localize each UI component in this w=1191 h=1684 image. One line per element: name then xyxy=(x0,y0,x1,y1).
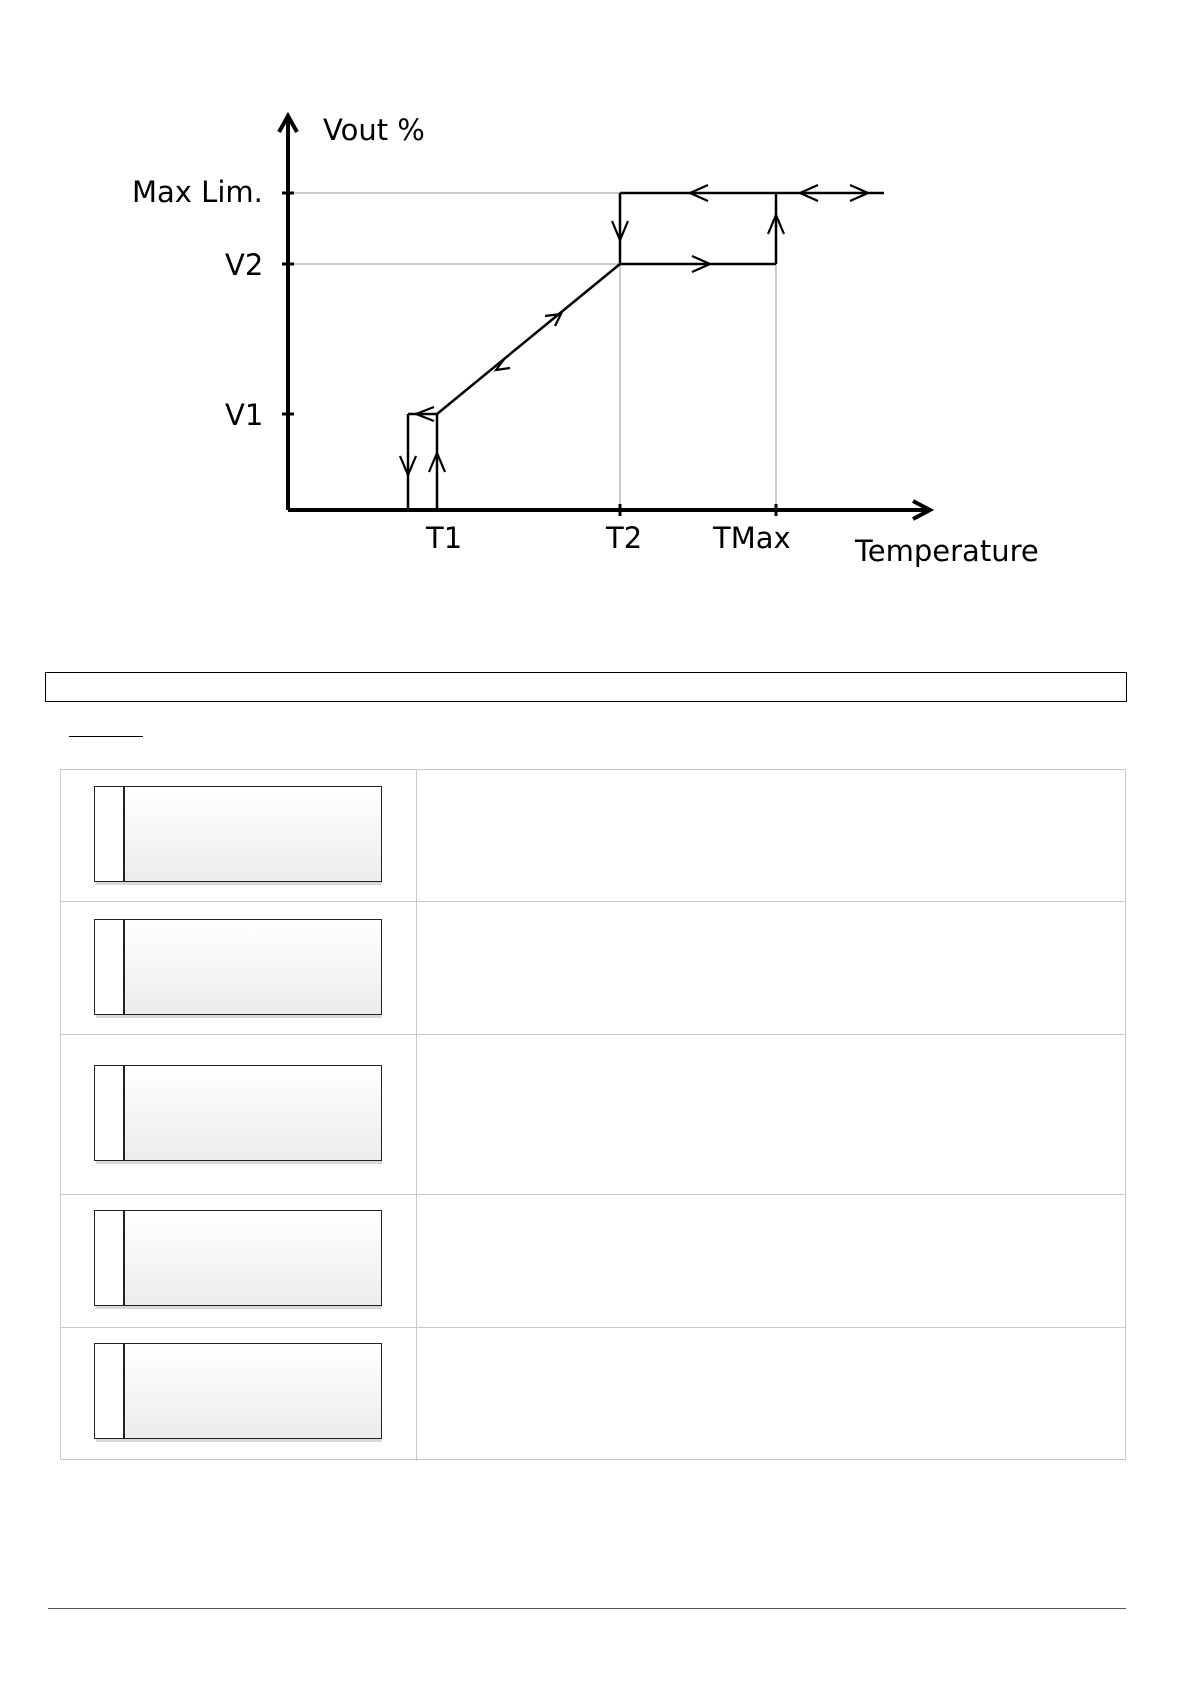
label-tmax: TMax xyxy=(713,521,791,555)
axis-ticks xyxy=(282,193,776,516)
vout-temperature-diagram xyxy=(0,0,1191,600)
description-cell xyxy=(417,1195,1125,1327)
display-cell xyxy=(61,902,417,1034)
lcd-tab xyxy=(94,1210,124,1306)
lcd-tab xyxy=(94,1343,124,1439)
lcd-screen xyxy=(124,1065,382,1161)
table-row xyxy=(61,1035,1125,1195)
lcd-screen xyxy=(124,1210,382,1306)
lcd-screen xyxy=(124,1343,382,1439)
section-heading-box xyxy=(45,672,1127,702)
label-max-lim: Max Lim. xyxy=(132,175,263,209)
description-cell xyxy=(417,770,1125,901)
lcd-display xyxy=(94,1065,382,1162)
lcd-screen xyxy=(124,919,382,1015)
curve-ramp xyxy=(437,264,620,414)
hysteresis-curve xyxy=(408,193,884,510)
lcd-screen xyxy=(124,786,382,882)
label-t2: T2 xyxy=(606,521,643,555)
table-row xyxy=(61,902,1125,1035)
lcd-display xyxy=(94,786,382,883)
axes xyxy=(279,116,930,519)
table-row xyxy=(61,770,1125,902)
lcd-shadow xyxy=(96,882,382,885)
lcd-tab xyxy=(94,786,124,882)
description-cell xyxy=(417,902,1125,1034)
table-row xyxy=(61,1328,1125,1461)
table-row xyxy=(61,1195,1125,1328)
lcd-shadow xyxy=(96,1306,382,1309)
y-axis-title: Vout % xyxy=(323,113,425,147)
description-cell xyxy=(417,1328,1125,1461)
x-axis-title: Temperature xyxy=(855,534,1039,568)
label-v2: V2 xyxy=(225,248,264,282)
description-cell xyxy=(417,1035,1125,1194)
label-v1: V1 xyxy=(225,398,264,432)
lcd-tab xyxy=(94,919,124,1015)
lcd-shadow xyxy=(96,1161,382,1164)
lcd-shadow xyxy=(96,1015,382,1018)
lcd-tab xyxy=(94,1065,124,1161)
lcd-display xyxy=(94,1210,382,1307)
parameter-table xyxy=(60,769,1126,1460)
display-cell xyxy=(61,1035,417,1194)
display-cell xyxy=(61,1195,417,1327)
footer-rule xyxy=(48,1608,1126,1609)
lcd-shadow xyxy=(96,1439,382,1442)
lcd-display xyxy=(94,1343,382,1440)
subheading-underline xyxy=(69,736,143,737)
gridlines xyxy=(288,193,776,510)
display-cell xyxy=(61,1328,417,1461)
lcd-display xyxy=(94,919,382,1016)
direction-arrows xyxy=(400,185,868,475)
label-t1: T1 xyxy=(426,521,463,555)
display-cell xyxy=(61,770,417,901)
